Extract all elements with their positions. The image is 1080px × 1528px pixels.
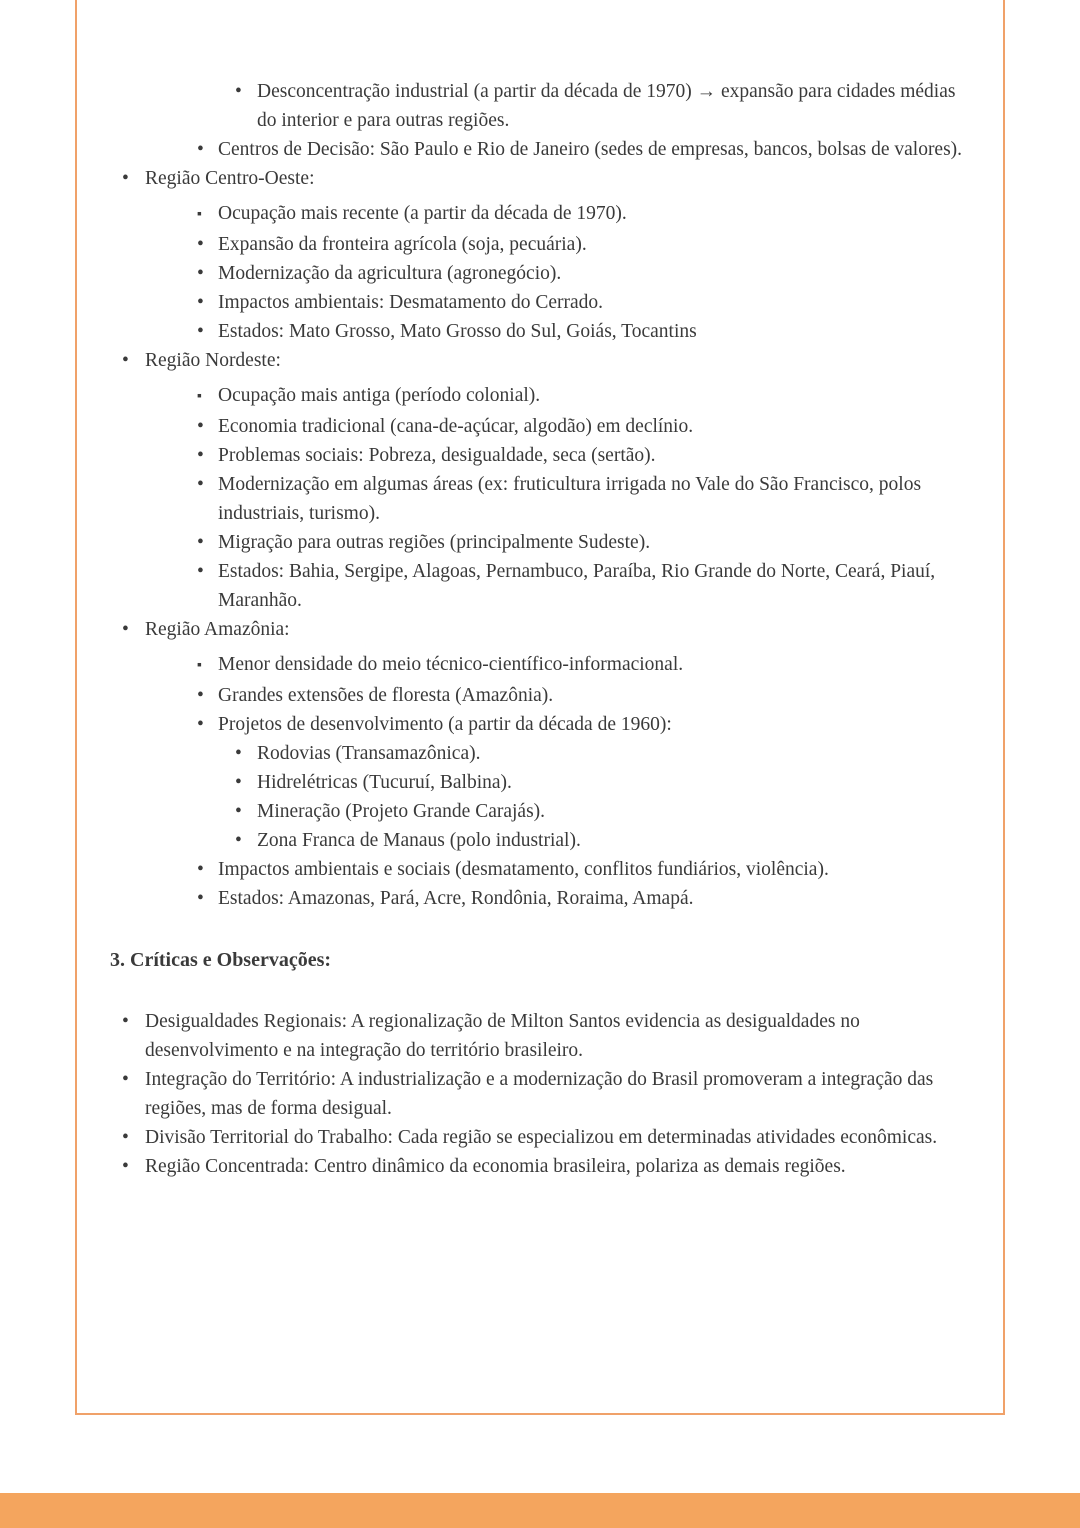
bullet-disc-icon [122,1152,145,1181]
bullet-disc-icon [197,681,218,710]
bullet-square-icon [197,381,218,412]
list-item [110,797,970,826]
bullet-disc-icon [122,346,145,375]
bullet-disc-icon [197,259,218,288]
bullet-disc-icon [122,164,145,193]
bullet-disc-icon [197,135,218,164]
list-item [110,441,970,470]
bullet-disc-icon [197,884,218,913]
footer-accent-bar [0,1493,1080,1528]
list-item-text: Divisão Territorial do Trabalho: Cada região se especializou em determinadas atividades econômicas. [145,1127,938,1148]
list-item [110,884,970,913]
list-item [110,739,970,768]
list-item-region-centro-oeste [110,164,970,193]
bullet-disc-icon [197,470,218,499]
list-item-text: Ocupação mais antiga (período colonial). [218,385,541,406]
bullet-disc-icon [197,317,218,346]
bullet-disc-icon [197,412,218,441]
list-item [110,768,970,797]
list-item-text: Região Concentrada: Centro dinâmico da economia brasileira, polariza as demais regiões. [145,1156,846,1177]
bullet-disc-icon [235,739,257,768]
list-item [110,1007,970,1065]
list-item-text: Projetos de desenvolvimento (a partir da década de 1960): [218,714,672,735]
list-item [110,1152,970,1181]
bullet-disc-icon [235,77,257,106]
list-item-text: Zona Franca de Manaus (polo industrial). [257,830,581,851]
list-item-text: Estados: Bahia, Sergipe, Alagoas, Pernambuco, Paraíba, Rio Grande do Norte, Ceará, Piauí, Maranhão. [218,561,936,611]
list-item [110,710,970,739]
list-item [110,1123,970,1152]
list-item-text: Menor densidade do meio técnico-científico-informacional. [218,654,684,675]
list-item-text: Região Centro-Oeste: [145,168,315,189]
bullet-disc-icon [197,288,218,317]
bullet-disc-icon [122,1123,145,1152]
list-item-text: Região Amazônia: [145,619,290,640]
list-item-text: Rodovias (Transamazônica). [257,743,481,764]
list-item [110,259,970,288]
list-item-region-amazonia [110,615,970,644]
list-item [110,528,970,557]
bullet-square-icon [197,199,218,230]
list-item [110,135,970,164]
list-item-text: Integração do Território: A industrialização e a modernização do Brasil promoveram a integração das regiões, mas de forma desigual. [145,1069,934,1119]
list-item-text: Desigualdades Regionais: A regionalização de Milton Santos evidencia as desigualdades no desenvolvimento e na integração do território brasileiro. [145,1011,860,1061]
list-item [110,855,970,884]
criticas-list [110,1007,970,1181]
list-item [110,230,970,259]
bullet-square-icon [197,650,218,681]
list-item-text: Centros de Decisão: São Paulo e Rio de Janeiro (sedes de empresas, bancos, bolsas de valores). [218,139,963,160]
bullet-disc-icon [122,1007,145,1036]
bullet-disc-icon [122,615,145,644]
list-item [110,470,970,528]
list-item-text: Economia tradicional (cana-de-açúcar, algodão) em declínio. [218,416,694,437]
list-item-text: Impactos ambientais e sociais (desmatamento, conflitos fundiários, violência). [218,859,829,880]
list-item-text: Desconcentração industrial (a partir da década de 1970) → expansão para cidades médias do interior e para outras regiões. [257,81,956,131]
list-item-text: Ocupação mais recente (a partir da década de 1970). [218,203,627,224]
list-item-text: Expansão da fronteira agrícola (soja, pecuária). [218,234,587,255]
list-item [110,681,970,710]
list-item [110,412,970,441]
list-item [110,77,970,135]
list-item-text: Estados: Mato Grosso, Mato Grosso do Sul, Goiás, Tocantins [218,321,697,342]
list-item-text: Modernização em algumas áreas (ex: fruticultura irrigada no Vale do São Francisco, polos industriais, turismo). [218,474,922,524]
list-item-text: Impactos ambientais: Desmatamento do Cerrado. [218,292,604,313]
list-item-text: Grandes extensões de floresta (Amazônia). [218,685,554,706]
bullet-disc-icon [235,797,257,826]
list-item [110,199,970,230]
list-item [110,557,970,615]
bullet-disc-icon [197,441,218,470]
list-item [110,1065,970,1123]
list-item [110,381,970,412]
document-content [110,77,970,1181]
list-item [110,650,970,681]
list-item-text: Estados: Amazonas, Pará, Acre, Rondônia, Roraima, Amapá. [218,888,694,909]
bullet-disc-icon [122,1065,145,1094]
list-item-text: Mineração (Projeto Grande Carajás). [257,801,546,822]
list-item [110,826,970,855]
bullet-disc-icon [197,855,218,884]
bullet-disc-icon [197,710,218,739]
list-item-text: Problemas sociais: Pobreza, desigualdade, seca (sertão). [218,445,656,466]
list-item [110,317,970,346]
list-item-text: Região Nordeste: [145,350,281,371]
bullet-disc-icon [197,557,218,586]
list-item [110,288,970,317]
list-item-text: Modernização da agricultura (agronegócio). [218,263,562,284]
list-item-region-nordeste [110,346,970,375]
list-item-text: Migração para outras regiões (principalmente Sudeste). [218,532,651,553]
bullet-disc-icon [235,826,257,855]
bullet-disc-icon [235,768,257,797]
list-item-text: Hidrelétricas (Tucuruí, Balbina). [257,772,512,793]
section-heading-criticas: 3. Críticas e Observações: [110,949,332,971]
bullet-disc-icon [197,528,218,557]
bullet-disc-icon [197,230,218,259]
